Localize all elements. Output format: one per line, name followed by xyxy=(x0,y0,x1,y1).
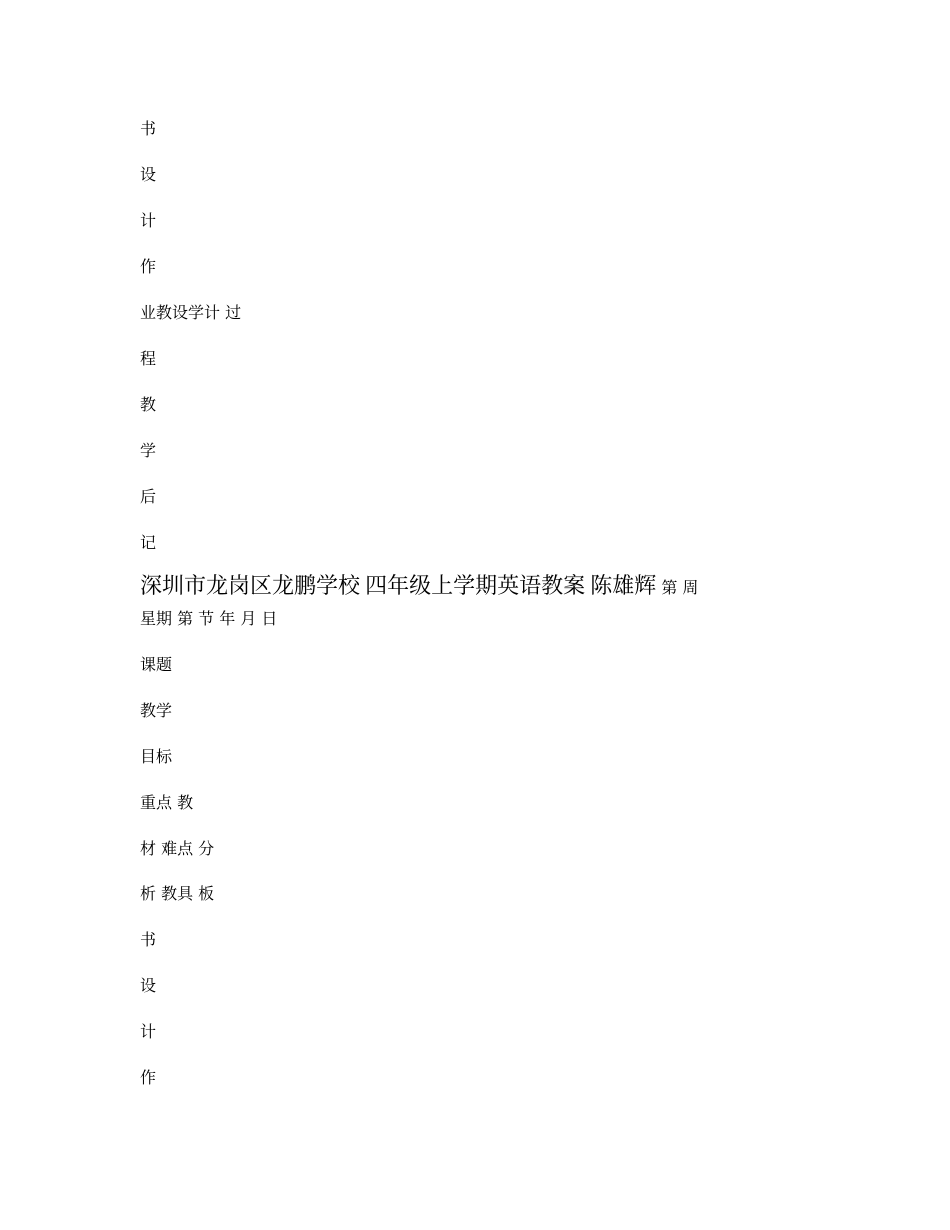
text-line: 课题 xyxy=(140,655,173,674)
text-line: 记 xyxy=(140,533,157,552)
text-line: 程 xyxy=(140,349,157,368)
text-line: 材 难点 分 xyxy=(140,839,215,858)
date-meta: 星期 第 节 年 月 日 xyxy=(140,609,278,628)
text-line: 重点 教 xyxy=(140,793,194,812)
text-line: 析 教具 板 xyxy=(140,884,215,903)
lesson-header xyxy=(140,574,698,600)
text-line: 书 xyxy=(140,119,157,138)
text-line: 计 xyxy=(140,211,157,230)
text-line: 书 xyxy=(140,930,157,949)
school-name: 深圳市龙岗区龙鹏学校 xyxy=(140,574,361,599)
text-line: 教学 xyxy=(140,701,173,720)
teacher-name: 陈雄辉 xyxy=(590,574,657,599)
text-line: 后 xyxy=(140,487,157,506)
course-title: 四年级上学期英语教案 xyxy=(365,574,586,599)
text-line: 设 xyxy=(140,165,157,184)
text-line: 教 xyxy=(140,395,157,414)
text-line: 作 xyxy=(140,1068,157,1087)
text-line: 学 xyxy=(140,441,157,460)
text-line: 业教设学计 过 xyxy=(140,303,242,322)
text-line: 计 xyxy=(140,1022,157,1041)
text-line: 作 xyxy=(140,257,157,276)
text-line: 目标 xyxy=(140,747,173,766)
text-line: 设 xyxy=(140,976,157,995)
week-label: 第 周 xyxy=(661,578,699,597)
